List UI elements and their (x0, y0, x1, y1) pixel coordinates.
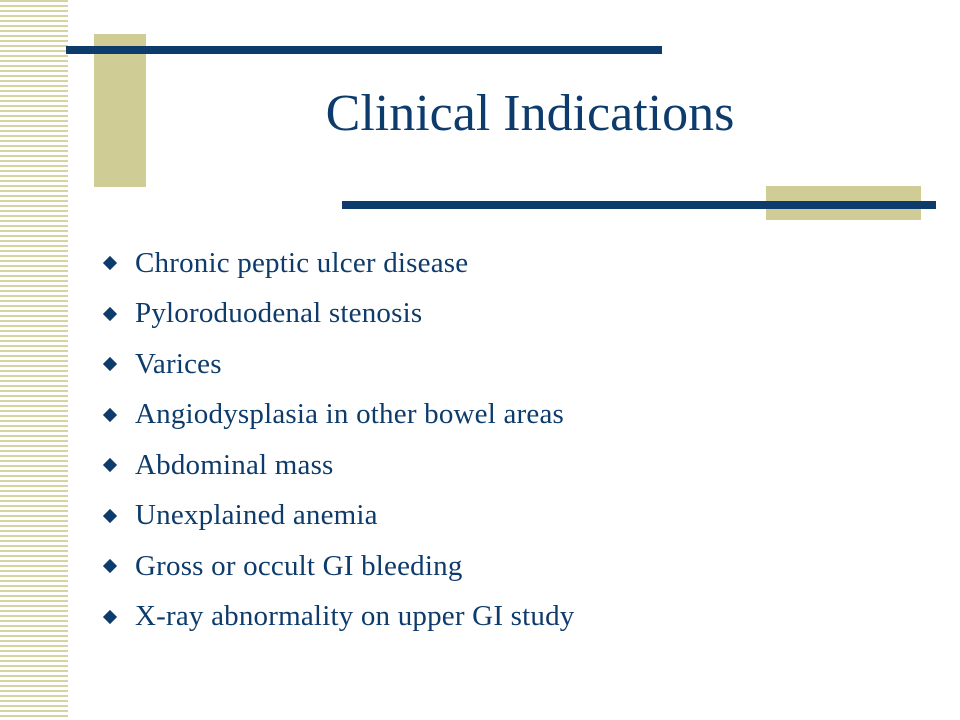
bullet-list (102, 238, 574, 642)
bullet-text: Pyloroduodenal stenosis (135, 297, 423, 330)
diamond-bullet-icon (103, 509, 117, 523)
diamond-bullet-icon (103, 408, 117, 422)
right-rule-line (342, 201, 936, 209)
bullet-item (102, 491, 574, 542)
bullet-item (102, 390, 574, 441)
bullet-item (102, 238, 574, 289)
bullet-text: Gross or occult GI bleeding (135, 549, 463, 582)
diamond-bullet-icon (103, 256, 117, 270)
bullet-text: Abdominal mass (135, 448, 334, 481)
diamond-bullet-icon (103, 559, 117, 573)
diamond-bullet-icon (103, 307, 117, 321)
diamond-bullet-icon (103, 357, 117, 371)
bullet-item (102, 541, 574, 592)
bullet-text: X-ray abnormality on upper GI study (135, 600, 575, 633)
bullet-text: Varices (135, 347, 222, 380)
diamond-bullet-icon (103, 610, 117, 624)
bullet-item (102, 339, 574, 390)
slide-title: Clinical Indications (325, 85, 735, 142)
bullet-item (102, 592, 574, 643)
bullet-item (102, 289, 574, 340)
top-rule-line (66, 46, 662, 54)
diamond-bullet-icon (103, 458, 117, 472)
top-accent-block (94, 34, 146, 187)
bullet-text: Angiodysplasia in other bowel areas (135, 398, 565, 431)
bullet-text: Unexplained anemia (135, 499, 378, 532)
left-stripe-decoration (0, 0, 68, 720)
bullet-item (102, 440, 574, 491)
bullet-text: Chronic peptic ulcer disease (135, 246, 469, 279)
